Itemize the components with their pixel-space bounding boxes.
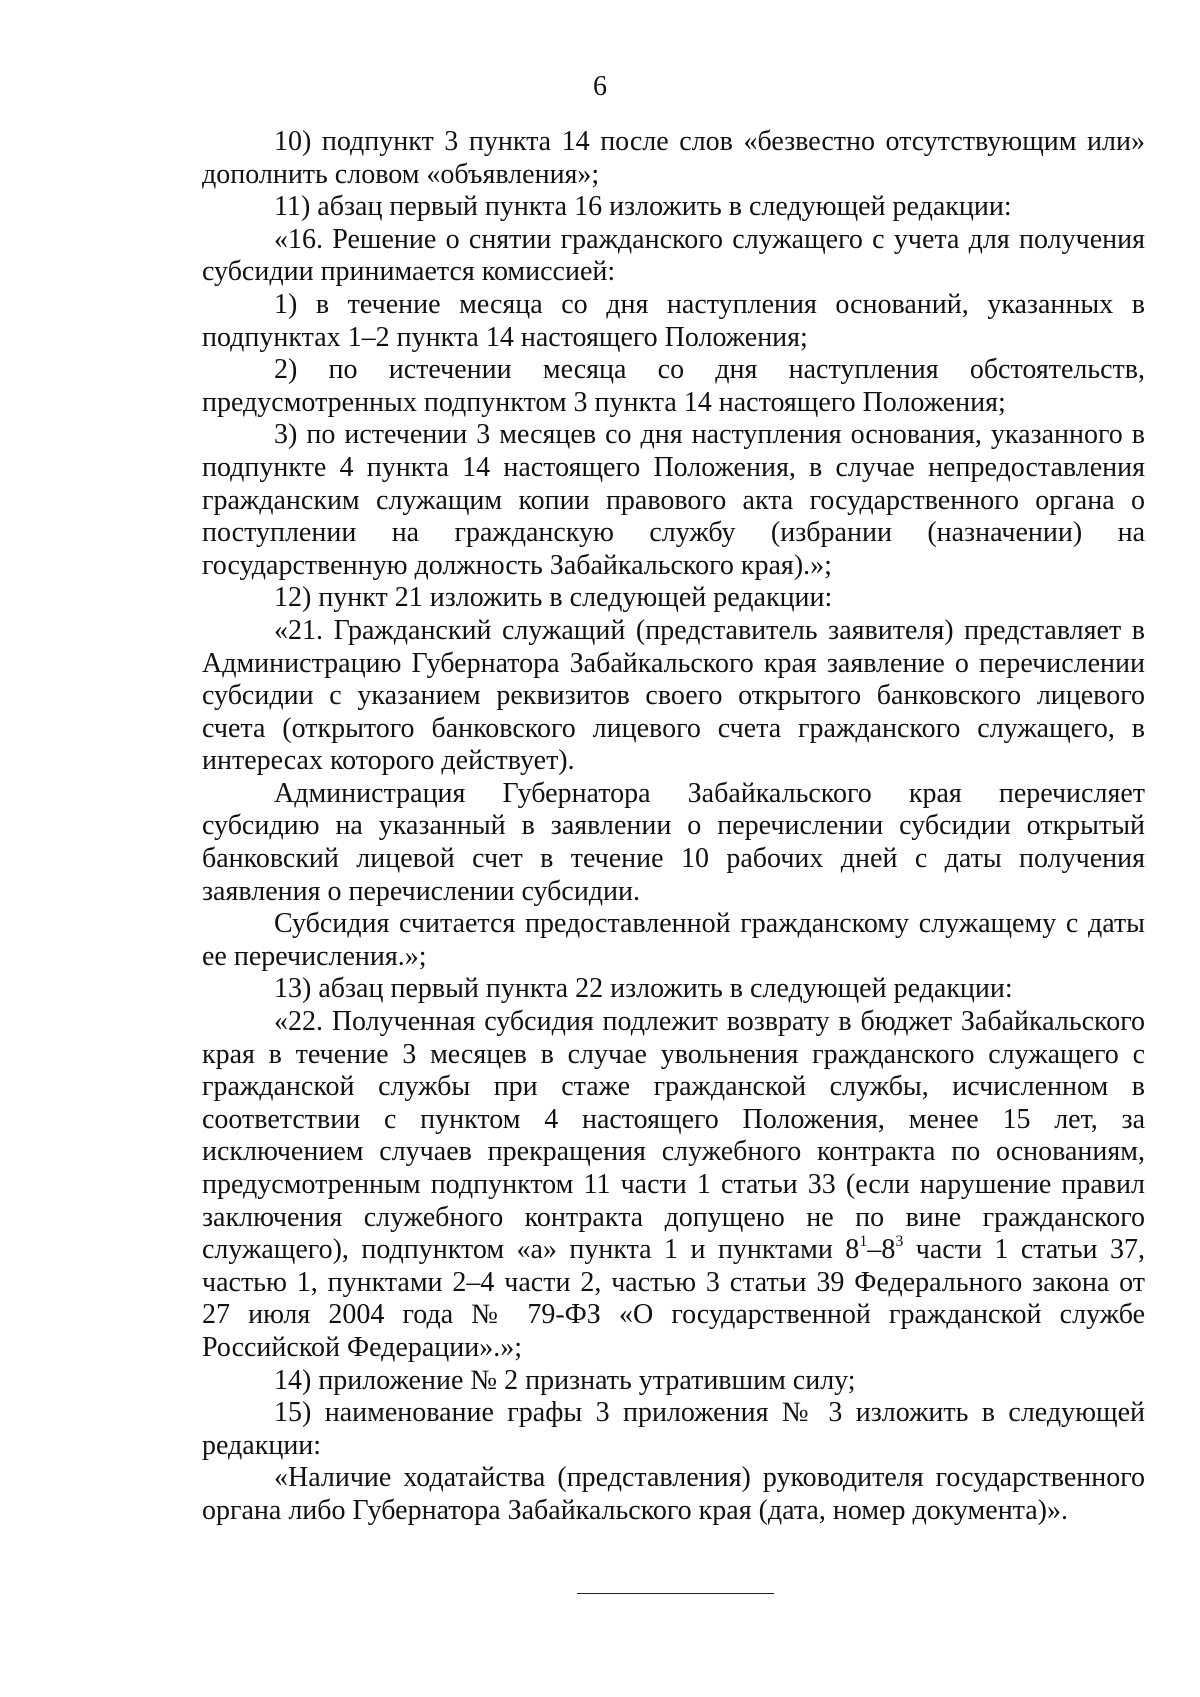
paragraph-clause-16-item-1: 1) в течение месяца со дня наступления оснований, указанных в подпунктах 1–2 пункта 14 настоящего Положения; — [202, 288, 1145, 353]
paragraph-amendment-13: 13) абзац первый пункта 22 изложить в следующей редакции: — [274, 973, 1013, 1005]
paragraph-clause-22 — [202, 1006, 1145, 1365]
paragraph-clause-21: «21. Гражданский служащий (представитель заявителя) представляет в Администрацию Губернатора Забайкальского края заявление о перечислении субсидии с указанием реквизитов своего открытого банковского лицевого счета (открытого банковского лицевого счета гражданского служащего, в интересах которого действует). — [202, 614, 1145, 777]
paragraph-clause-21-transfer: Администрация Губернатора Забайкальского края перечисляет субсидию на указанный в заявлении о перечислении субсидии открытый банковский лицевой счет в течение 10 рабочих дней с даты получения заявления о перечислении субсидии. — [202, 777, 1145, 907]
paragraph-amendment-11: 11) абзац первый пункта 16 изложить в следующей редакции: — [274, 191, 1012, 223]
superscript-1: 1 — [859, 1233, 868, 1251]
paragraph-clause-16-item-2: 2) по истечении месяца со дня наступления обстоятельств, предусмотренных подпунктом 3 пункта 14 настоящего Положения; — [202, 354, 1145, 418]
paragraph-amendment-10: 10) подпункт 3 пункта 14 после слов «безвестно отсутствующим или» дополнить словом «объявления»; — [202, 126, 1145, 190]
clause-22-text-start: «22. Полученная субсидия подлежит возврату в бюджет Забайкальского края в течение 3 месяцев в случае увольнения гражданского служащего с гражданской службы при стаже гражданской службы, исчисленном в соответствии с пунктом 4 настоящего Положения, менее 15 лет, за исключением случаев прекращения служебного контракта по основаниям, предусмотренным подпунктом 11 части 1 статьи 33 (если нарушение правил заключения служебного контракта допущено не по вине гражданского служащего), подпунктом «а» пункта 1 и пунктами 8 — [202, 1006, 1145, 1266]
clause-22-dash-8: –8 — [867, 1234, 896, 1266]
superscript-3: 3 — [895, 1233, 904, 1251]
paragraph-clause-21-provided: Субсидия считается предоставленной гражданскому служащему с даты ее перечисления.»; — [202, 908, 1145, 972]
document-body — [202, 126, 1145, 1528]
paragraph-clause-16: «16. Решение о снятии гражданского служащего с учета для получения субсидии принимается комиссией: — [202, 223, 1145, 288]
end-separator-line — [577, 1593, 774, 1594]
paragraph-clause-16-item-3: 3) по истечении 3 месяцев со дня наступления основания, указанного в подпункте 4 пункта 14 настоящего Положения, в случае непредоставления гражданским служащим копии правового акта государственного органа о поступлении на гражданскую службу (избрании (назначении) на государственную должность Забайкальского края).»; — [202, 419, 1145, 581]
paragraph-column-3-title: «Наличие ходатайства (представления) руководителя государственного органа либо Губернатора Забайкальского края (дата, номер документа)». — [202, 1462, 1145, 1526]
paragraph-amendment-14: 14) приложение № 2 признать утратившим силу; — [274, 1364, 856, 1396]
paragraph-amendment-15: 15) наименование графы 3 приложения № 3 изложить в следующей редакции: — [202, 1397, 1145, 1461]
page-number: 6 — [593, 71, 607, 102]
clause-22-text-end: части 1 статьи 37, частью 1, пунктами 2–4 части 2, частью 3 статьи 39 Федерального закона от 27 июля 2004 года № 79-ФЗ «О государственной гражданской службе Российской Федерации».»; — [202, 1234, 1145, 1363]
paragraph-amendment-12: 12) пункт 21 изложить в следующей редакции: — [274, 582, 833, 614]
